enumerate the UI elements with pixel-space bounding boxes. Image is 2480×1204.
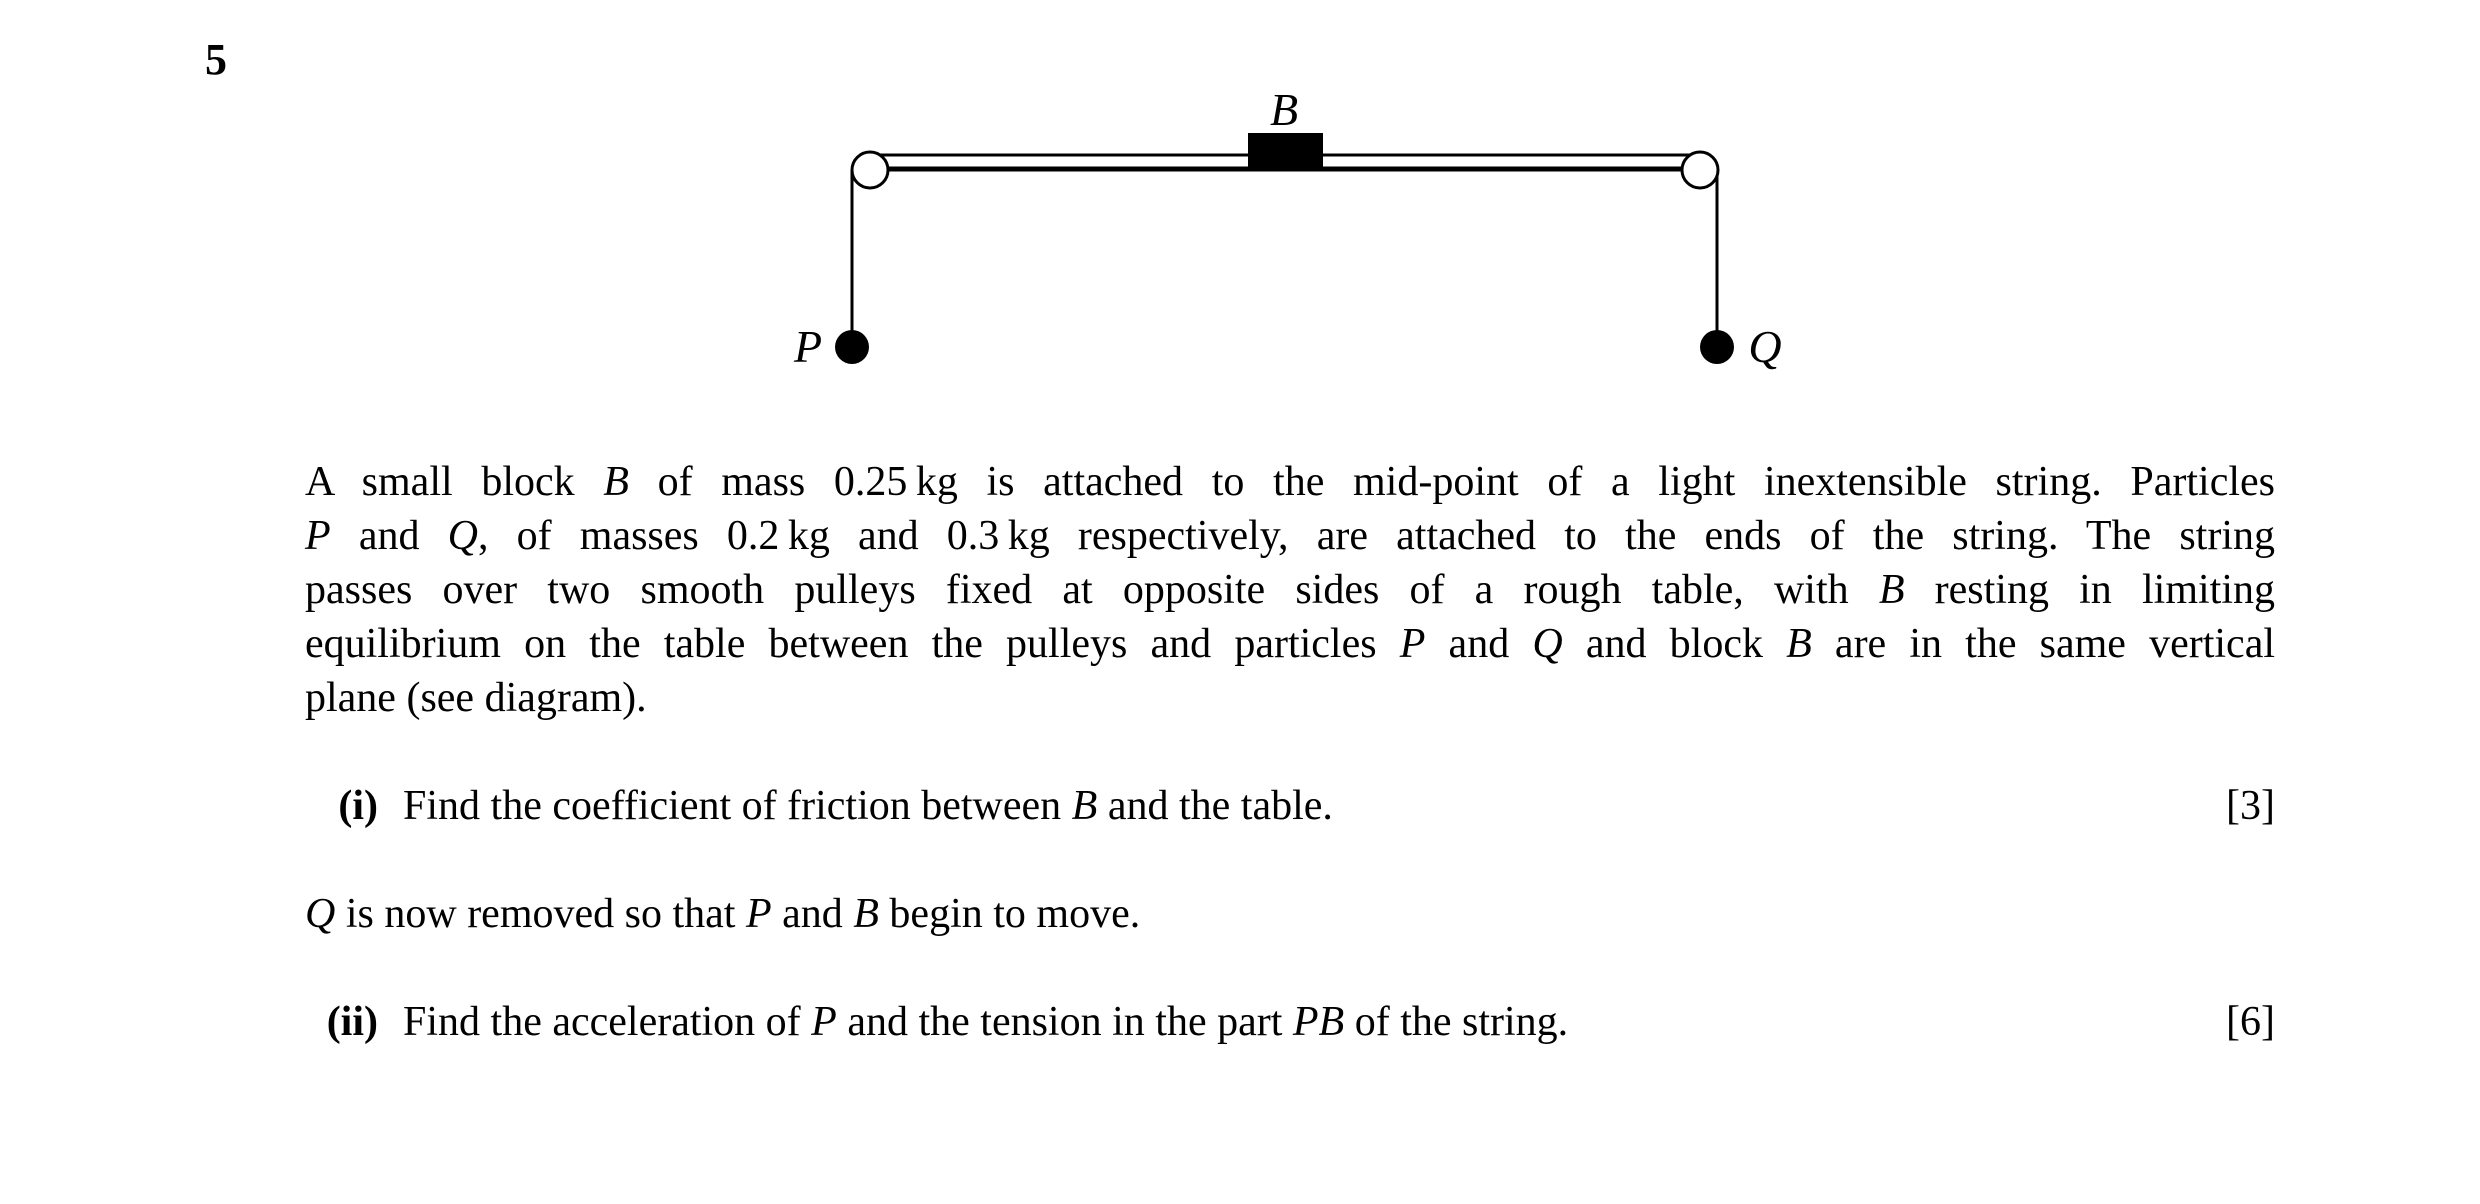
- intro-line: passes over two smooth pulleys fixed at opposite sides of a rough table, with B resting in limiting: [305, 567, 2275, 613]
- part-ii-marks: [6]: [2226, 999, 2275, 1045]
- particle-q: [1700, 330, 1734, 364]
- label-q: Q: [1748, 321, 1782, 372]
- intro-line: A small block B of mass 0.25 kg is attached to the mid-point of a light inextensible string. Particles: [305, 459, 2275, 505]
- label-b: B: [1269, 84, 1299, 135]
- part-i-label: (i): [338, 783, 378, 829]
- part-ii-label: (ii): [326, 999, 378, 1045]
- left-pulley: [852, 152, 888, 188]
- intro-line: plane (see diagram).: [305, 675, 647, 721]
- question-intro: [305, 455, 2275, 725]
- particle-p: [835, 330, 869, 364]
- part-i-text: Find the coefficient of friction between B and the table.: [403, 783, 1333, 829]
- part-i-marks: [3]: [2226, 783, 2275, 829]
- pulley-diagram: [0, 0, 2480, 400]
- label-p: P: [793, 321, 823, 372]
- part-ii-text: Find the acceleration of P and the tension in the part PB of the string.: [403, 999, 1569, 1045]
- intro-line: equilibrium on the table between the pulleys and particles P and Q and block B are in the same vertical: [305, 621, 2276, 667]
- middle-statement: Q is now removed so that P and B begin to move.: [305, 891, 1141, 937]
- intro-line: P and Q, of masses 0.2 kg and 0.3 kg respectively, are attached to the ends of the string. The string: [305, 513, 2275, 559]
- question-number: 5: [205, 35, 227, 84]
- right-pulley: [1682, 152, 1718, 188]
- block-b: [1248, 133, 1323, 171]
